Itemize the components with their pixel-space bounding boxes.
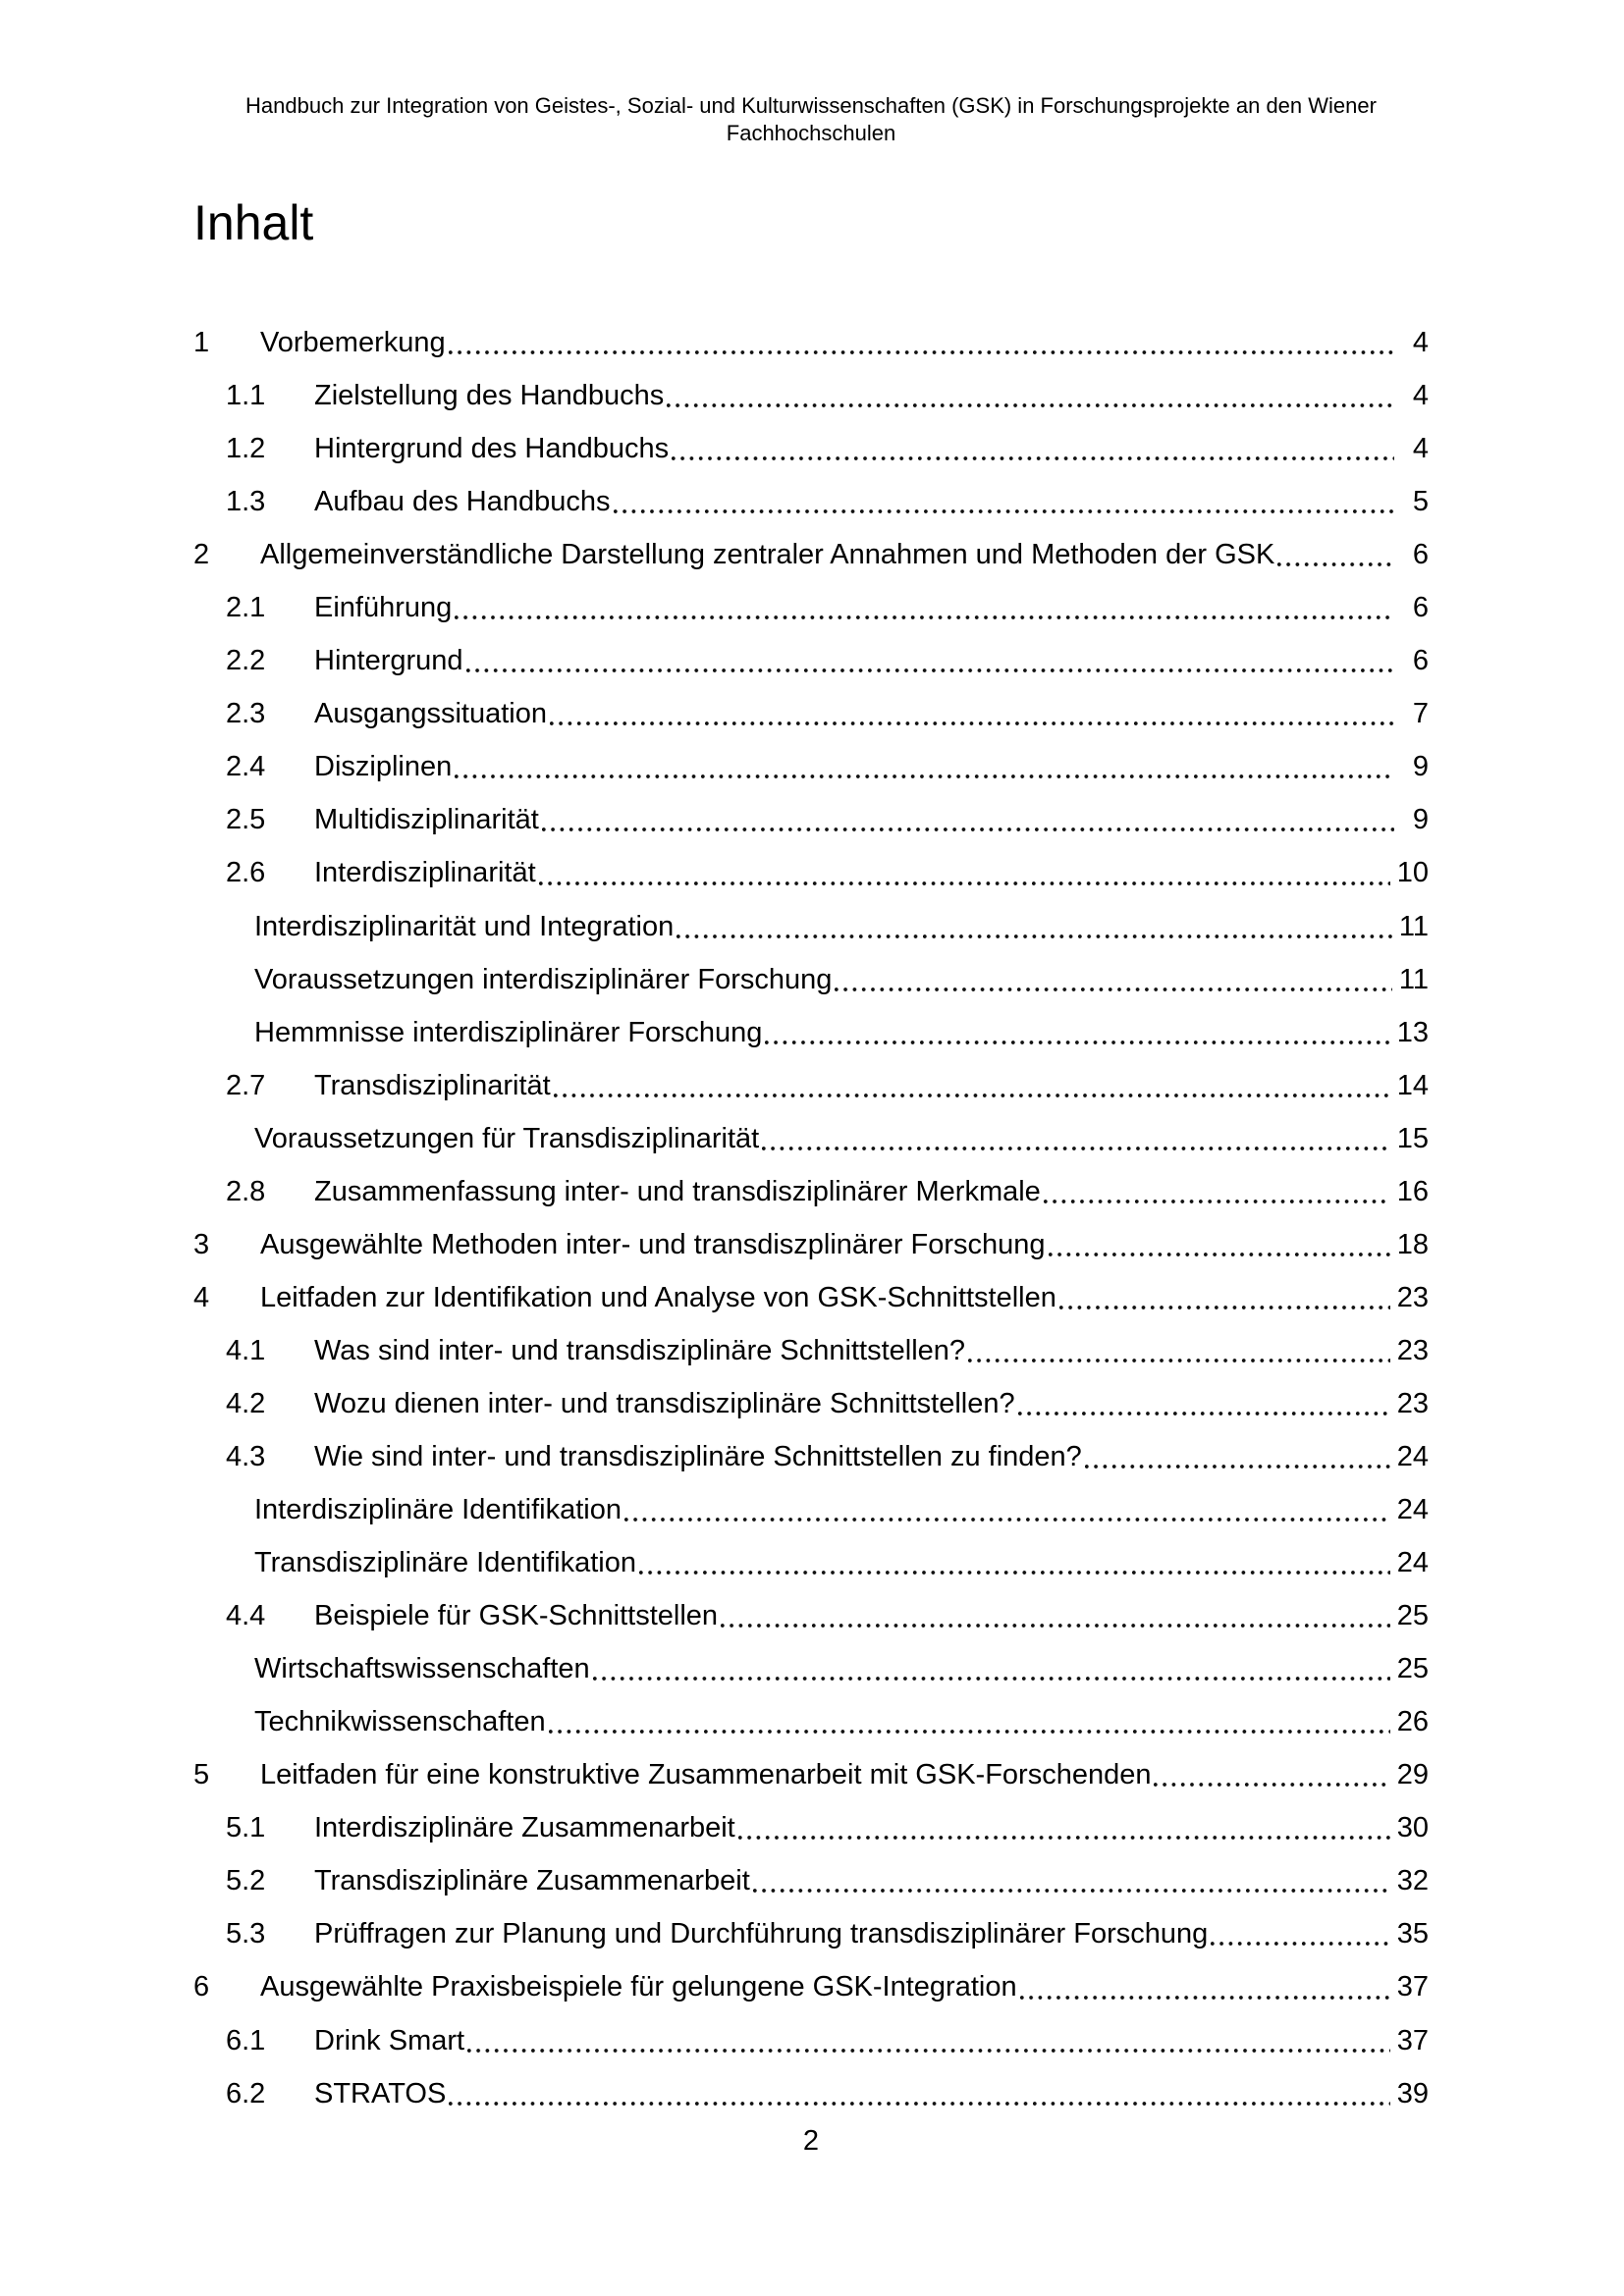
toc-entry-label: Zielstellung des Handbuchs: [314, 380, 665, 412]
toc-entry-label: Drink Smart: [314, 2024, 465, 2056]
toc-entry-label: Technikwissenschaften: [254, 1706, 546, 1738]
dot-leader-icon: [449, 350, 1394, 354]
toc-entry[interactable]: [193, 1006, 1429, 1059]
toc-entry[interactable]: [193, 1059, 1429, 1112]
toc-entry-label: Ausgewählte Methoden inter- und transdiszplinärer Forschung: [260, 1228, 1046, 1260]
toc-entry[interactable]: [193, 1324, 1429, 1377]
toc-entry-number: 2.2: [226, 645, 266, 677]
dot-leader-icon: [677, 934, 1392, 938]
toc-entry[interactable]: [193, 369, 1429, 422]
toc-entry[interactable]: [193, 1165, 1429, 1218]
toc-entry-label: Aufbau des Handbuchs: [314, 486, 611, 518]
dot-leader-icon: [968, 1359, 1390, 1362]
toc-entry-number: 1.1: [226, 380, 266, 412]
toc-entry-page: 25: [1396, 1653, 1429, 1685]
toc-entry-label: Leitfaden zur Identifikation und Analyse von GSK-Schnittstellen: [260, 1281, 1056, 1313]
toc-entry[interactable]: [193, 846, 1429, 899]
dot-leader-icon: [762, 1147, 1390, 1150]
toc-entry-page: 39: [1396, 2077, 1429, 2109]
toc-entry[interactable]: [193, 687, 1429, 740]
toc-entry-number: 2.5: [226, 804, 266, 836]
toc-entry-page: 7: [1412, 698, 1429, 730]
toc-entry-number: 6.1: [226, 2024, 266, 2056]
toc-entry-label: STRATOS: [314, 2077, 447, 2109]
toc-entry-number: 2.8: [226, 1175, 266, 1207]
toc-entry-page: 4: [1412, 380, 1429, 412]
toc-entry[interactable]: [193, 1801, 1429, 1854]
toc-entry-number: 4.2: [226, 1387, 266, 1419]
toc-entry-page: 5: [1412, 486, 1429, 518]
dot-leader-icon: [1020, 1996, 1390, 2000]
toc-entry-page: 9: [1412, 804, 1429, 836]
toc-entry-page: 18: [1396, 1228, 1429, 1260]
toc-entry-label: Interdisziplinarität: [314, 857, 536, 889]
dot-leader-icon: [549, 1730, 1390, 1734]
dot-leader-icon: [1049, 1253, 1390, 1256]
toc-entry-number: 2.4: [226, 751, 266, 783]
toc-entry[interactable]: [193, 475, 1429, 528]
dot-leader-icon: [721, 1624, 1390, 1628]
dot-leader-icon: [1277, 562, 1394, 566]
toc-entry[interactable]: [193, 1218, 1429, 1271]
toc-entry-page: 29: [1396, 1759, 1429, 1791]
toc-entry-label: Was sind inter- und transdisziplinäre Schnittstellen?: [314, 1334, 966, 1366]
toc-entry-page: 6: [1412, 645, 1429, 677]
toc-entry-page: 26: [1396, 1706, 1429, 1738]
toc-entry-page: 9: [1412, 751, 1429, 783]
dot-leader-icon: [539, 881, 1390, 885]
toc-entry-number: 5.3: [226, 1918, 266, 1950]
toc-entry-label: Multidisziplinarität: [314, 804, 539, 836]
toc-entry[interactable]: [193, 634, 1429, 687]
toc-entry-number: 1.2: [226, 433, 266, 465]
toc-title: Inhalt: [193, 195, 314, 250]
toc-entry-number: 2.1: [226, 592, 266, 624]
toc-entry-label: Wozu dienen inter- und transdisziplinäre Schnittstellen?: [314, 1387, 1015, 1419]
dot-leader-icon: [835, 988, 1392, 991]
toc-entry[interactable]: [193, 900, 1429, 953]
toc-entry[interactable]: [193, 953, 1429, 1006]
toc-entry-page: 6: [1412, 539, 1429, 571]
toc-entry[interactable]: [193, 2067, 1429, 2120]
running-header: Handbuch zur Integration von Geistes-, Sozial- und Kulturwissenschaften (GSK) in Forschungsprojekte an den Wiener Fachhochschulen: [245, 93, 1377, 145]
toc-entry-page: 11: [1398, 963, 1429, 995]
toc-entry-number: 6: [193, 1971, 210, 2003]
dot-leader-icon: [542, 828, 1394, 831]
toc-entry-page: 15: [1396, 1122, 1429, 1154]
toc-entry-number: 4: [193, 1281, 210, 1313]
toc-entry-page: 24: [1396, 1494, 1429, 1526]
dot-leader-icon: [639, 1571, 1390, 1575]
dot-leader-icon: [672, 456, 1394, 460]
toc-entry[interactable]: [193, 528, 1429, 581]
toc-entry[interactable]: [193, 1854, 1429, 1907]
toc-entry[interactable]: [193, 316, 1429, 369]
toc-entry-number: 2.3: [226, 698, 266, 730]
toc-entry-number: 6.2: [226, 2077, 266, 2109]
toc-entry[interactable]: [193, 1695, 1429, 1748]
toc-entry[interactable]: [193, 793, 1429, 846]
toc-entry-page: 37: [1396, 2024, 1429, 2056]
toc-entry-label: Transdisziplinäre Zusammenarbeit: [314, 1865, 750, 1897]
toc-entry[interactable]: [193, 2014, 1429, 2067]
toc-entry-number: 4.3: [226, 1440, 266, 1472]
toc-entry-label: Hintergrund: [314, 645, 463, 677]
toc-entry-page: 35: [1396, 1918, 1429, 1950]
dot-leader-icon: [765, 1041, 1389, 1044]
toc-entry-page: 37: [1396, 1971, 1429, 2003]
dot-leader-icon: [467, 2049, 1390, 2053]
toc-entry-page: 4: [1412, 327, 1429, 358]
dot-leader-icon: [1154, 1783, 1389, 1787]
toc-entry-page: 16: [1396, 1175, 1429, 1207]
toc-list: [193, 316, 1429, 2120]
toc-entry-label: Transdisziplinäre Identifikation: [254, 1547, 637, 1579]
toc-entry-number: 2.7: [226, 1069, 266, 1101]
toc-entry-label: Ausgangssituation: [314, 698, 547, 730]
toc-entry[interactable]: [193, 1642, 1429, 1695]
dot-leader-icon: [1211, 1942, 1389, 1946]
toc-entry-label: Leitfaden für eine konstruktive Zusammenarbeit mit GSK-Forschenden: [260, 1759, 1152, 1791]
toc-entry[interactable]: [193, 1536, 1429, 1589]
toc-entry-label: Einführung: [314, 592, 453, 624]
toc-entry[interactable]: [193, 1112, 1429, 1165]
dot-leader-icon: [1044, 1200, 1390, 1203]
toc-entry[interactable]: [193, 740, 1429, 793]
toc-entry-number: 5.1: [226, 1812, 266, 1844]
toc-entry[interactable]: [193, 1960, 1429, 2013]
toc-entry[interactable]: [193, 1430, 1429, 1483]
toc-entry-number: 3: [193, 1228, 210, 1260]
toc-entry[interactable]: [193, 422, 1429, 475]
dot-leader-icon: [466, 668, 1394, 672]
dot-leader-icon: [455, 615, 1394, 619]
toc-entry-page: 10: [1396, 857, 1429, 889]
toc-entry[interactable]: [193, 1589, 1429, 1642]
toc-entry-page: 23: [1396, 1281, 1429, 1313]
dot-leader-icon: [1018, 1412, 1390, 1415]
dot-leader-icon: [624, 1518, 1390, 1522]
toc-entry-number: 1.3: [226, 486, 266, 518]
dot-leader-icon: [753, 1889, 1390, 1893]
toc-entry-page: 32: [1396, 1865, 1429, 1897]
toc-entry-number: 2.6: [226, 857, 266, 889]
toc-entry-label: Ausgewählte Praxisbeispiele für gelungene GSK-Integration: [260, 1971, 1017, 2003]
toc-entry-label: Voraussetzungen interdisziplinärer Forschung: [254, 963, 833, 995]
dot-leader-icon: [593, 1677, 1390, 1681]
toc-entry-number: 1: [193, 327, 210, 358]
toc-entry-page: 24: [1396, 1440, 1429, 1472]
toc-entry-label: Hintergrund des Handbuchs: [314, 433, 670, 465]
toc-entry-label: Wirtschaftswissenschaften: [254, 1653, 590, 1685]
dot-leader-icon: [455, 774, 1394, 778]
toc-entry-label: Vorbemerkung: [260, 327, 446, 358]
toc-entry-page: 4: [1412, 433, 1429, 465]
toc-entry-page: 23: [1396, 1387, 1429, 1419]
dot-leader-icon: [1085, 1465, 1390, 1468]
toc-entry-page: 11: [1398, 910, 1429, 942]
toc-entry[interactable]: [193, 1271, 1429, 1324]
dot-leader-icon: [554, 1094, 1390, 1097]
toc-entry-label: Wie sind inter- und transdisziplinäre Schnittstellen zu finden?: [314, 1440, 1082, 1472]
dot-leader-icon: [1059, 1306, 1390, 1309]
dot-leader-icon: [614, 509, 1395, 513]
toc-entry-label: Hemmnisse interdisziplinärer Forschung: [254, 1016, 763, 1048]
toc-entry-page: 13: [1396, 1016, 1429, 1048]
toc-entry-label: Beispiele für GSK-Schnittstellen: [314, 1600, 719, 1632]
toc-entry-label: Prüffragen zur Planung und Durchführung transdisziplinärer Forschung: [314, 1918, 1209, 1950]
toc-entry-number: 4.4: [226, 1600, 266, 1632]
toc-entry-page: 14: [1396, 1069, 1429, 1101]
toc-entry[interactable]: [193, 1483, 1429, 1536]
toc-entry-label: Voraussetzungen für Transdisziplinarität: [254, 1122, 760, 1154]
toc-entry-number: 5.2: [226, 1865, 266, 1897]
toc-entry-label: Interdisziplinäre Identifikation: [254, 1494, 622, 1526]
toc-entry-page: 25: [1396, 1600, 1429, 1632]
toc-entry[interactable]: [193, 581, 1429, 634]
dot-leader-icon: [667, 403, 1394, 407]
toc-entry-label: Transdisziplinarität: [314, 1069, 551, 1101]
toc-entry-label: Interdisziplinarität und Integration: [254, 910, 675, 942]
dot-leader-icon: [550, 721, 1394, 725]
toc-entry-page: 23: [1396, 1334, 1429, 1366]
toc-entry[interactable]: [193, 1748, 1429, 1801]
toc-entry-page: 6: [1412, 592, 1429, 624]
toc-entry-number: 5: [193, 1759, 210, 1791]
toc-entry-number: 2: [193, 539, 210, 571]
toc-entry-label: Disziplinen: [314, 751, 453, 783]
toc-entry-page: 24: [1396, 1547, 1429, 1579]
page-number-footer: 2: [802, 2125, 820, 2157]
toc-entry-label: Interdisziplinäre Zusammenarbeit: [314, 1812, 735, 1844]
toc-entry-label: Allgemeinverständliche Darstellung zentraler Annahmen und Methoden der GSK: [260, 539, 1275, 571]
toc-entry[interactable]: [193, 1907, 1429, 1960]
toc-entry[interactable]: [193, 1377, 1429, 1430]
toc-entry-number: 4.1: [226, 1334, 266, 1366]
dot-leader-icon: [738, 1836, 1390, 1840]
dot-leader-icon: [449, 2102, 1389, 2106]
toc-entry-label: Zusammenfassung inter- und transdisziplinärer Merkmale: [314, 1175, 1041, 1207]
toc-entry-page: 30: [1396, 1812, 1429, 1844]
